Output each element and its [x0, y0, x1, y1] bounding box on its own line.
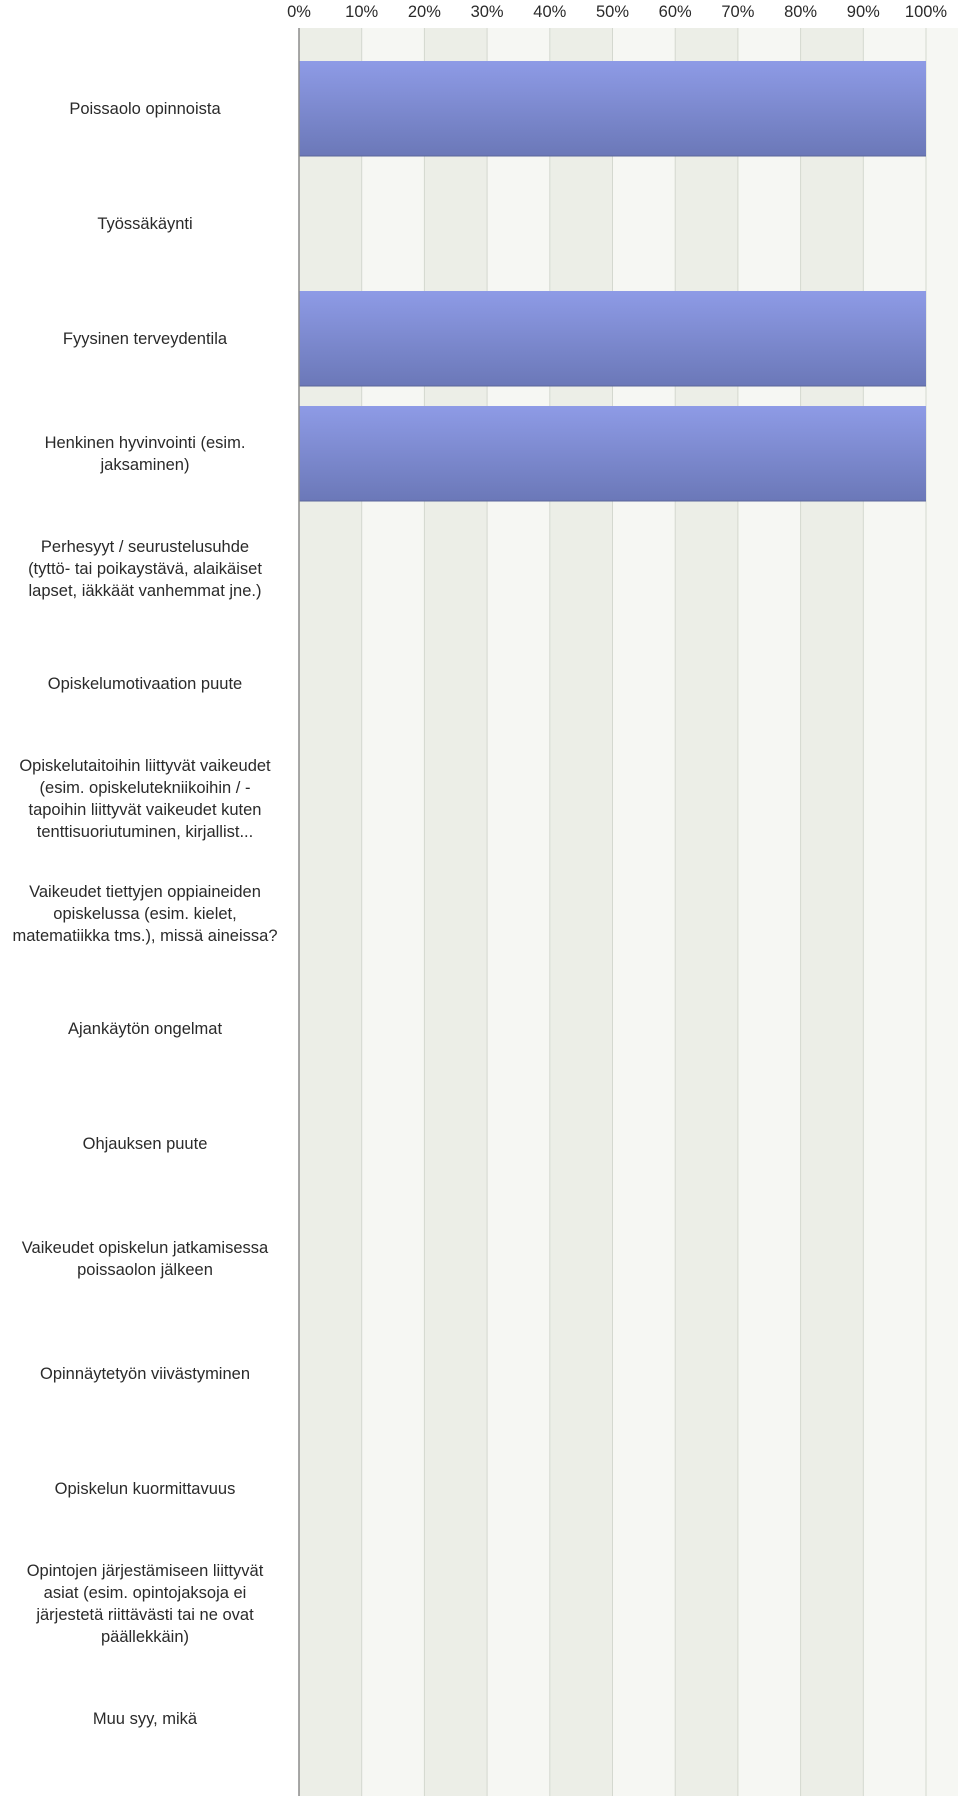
- category-label: [0, 881, 290, 947]
- category-label-line: Muu syy, mikä: [92, 1709, 198, 1728]
- category-label-line: matematiikka tms.), missä aineissa?: [12, 926, 278, 945]
- x-tick-label: 100%: [904, 3, 948, 21]
- category-label-line: (esim. opiskelutekniikoihin / -: [39, 778, 251, 797]
- category-label: [0, 1133, 290, 1155]
- x-tick-label: 0%: [287, 3, 311, 21]
- x-tick-label: 20%: [407, 3, 441, 21]
- category-label: [0, 98, 290, 120]
- x-tick-label: 40%: [533, 3, 567, 21]
- category-label: [0, 1708, 290, 1730]
- bar-4: [299, 406, 926, 501]
- category-label-line: päällekkäin): [100, 1627, 190, 1646]
- category-label: [0, 213, 290, 235]
- category-label-line: Poissaolo opinnoista: [69, 99, 221, 118]
- category-label: [0, 1018, 290, 1040]
- category-label-line: (tyttö- tai poikaystävä, alaikäiset: [28, 559, 262, 578]
- category-label-line: Perhesyyt / seurustelusuhde: [40, 537, 250, 556]
- category-label-line: Opiskelumotivaation puute: [47, 674, 243, 693]
- category-label-line: tapoihin liittyvät vaikeudet kuten: [28, 800, 262, 819]
- category-label-line: Opinnäytetyön viivästyminen: [39, 1364, 251, 1383]
- category-label: [0, 1560, 290, 1648]
- category-label-line: Työssäkäynti: [97, 214, 193, 233]
- category-label-line: Vaikeudet opiskelun jatkamisessa: [21, 1238, 269, 1257]
- category-label-line: järjestetä riittävästi tai ne ovat: [36, 1605, 254, 1624]
- x-tick-label: 90%: [846, 3, 880, 21]
- x-tick-label: 60%: [658, 3, 692, 21]
- x-tick-label: 10%: [345, 3, 379, 21]
- category-label-line: Opiskelun kuormittavuus: [54, 1479, 236, 1498]
- category-label-line: poissaolon jälkeen: [77, 1260, 213, 1279]
- category-label-line: Henkinen hyvinvointi (esim.: [44, 433, 246, 452]
- category-label: [0, 432, 290, 476]
- category-label: [0, 328, 290, 350]
- grid-band: [926, 28, 958, 1796]
- bar-1: [299, 61, 926, 156]
- x-tick-label: 30%: [470, 3, 504, 21]
- category-label: [0, 755, 290, 843]
- category-label: [0, 673, 290, 695]
- category-label-line: lapset, iäkkäät vanhemmat jne.): [28, 581, 262, 600]
- category-label-line: Ohjauksen puute: [82, 1134, 208, 1153]
- x-tick-label: 70%: [721, 3, 755, 21]
- category-label: [0, 1363, 290, 1385]
- x-tick-label: 80%: [784, 3, 818, 21]
- category-label-line: Fyysinen terveydentila: [62, 329, 228, 348]
- category-label-line: Vaikeudet tiettyjen oppiaineiden: [29, 882, 261, 901]
- category-label-line: Opintojen järjestämiseen liittyvät: [26, 1561, 264, 1580]
- category-label-line: Ajankäytön ongelmat: [67, 1019, 223, 1038]
- bar-3: [299, 291, 926, 386]
- category-label: [0, 1478, 290, 1500]
- category-label-line: tenttisuoriutuminen, kirjallist...: [36, 822, 254, 841]
- x-tick-label: 50%: [595, 3, 630, 21]
- category-label-line: asiat (esim. opintojaksoja ei: [43, 1583, 247, 1602]
- category-label-line: jaksaminen): [100, 455, 190, 474]
- category-label-line: opiskelussa (esim. kielet,: [53, 904, 237, 923]
- category-label-line: Opiskelutaitoihin liittyvät vaikeudet: [19, 756, 271, 775]
- category-label: [0, 1237, 290, 1281]
- category-label: [0, 536, 290, 602]
